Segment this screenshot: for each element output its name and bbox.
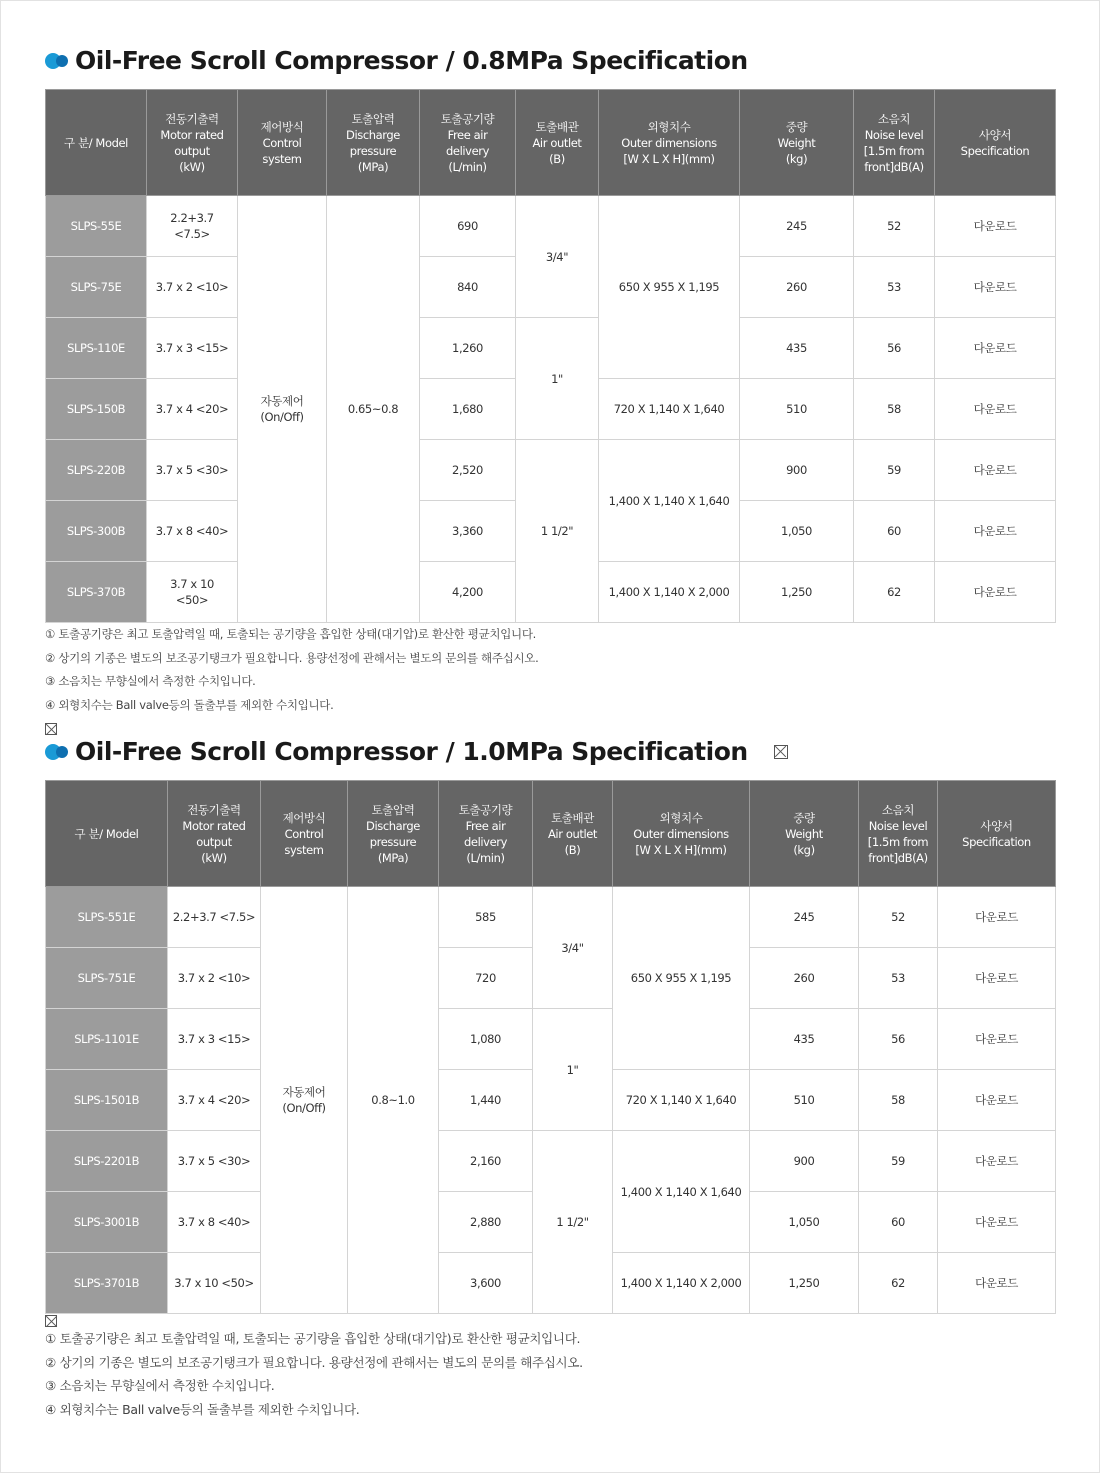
table-row: [46, 318, 1056, 379]
model-cell: SLPS-220B: [46, 440, 147, 501]
column-header: 외형치수 Outer dimensions [W X L X H](mm): [613, 781, 750, 887]
noise-cell: 56: [859, 1009, 938, 1070]
column-header: 구 분/ Model: [46, 781, 168, 887]
model-cell: SLPS-2201B: [46, 1131, 168, 1192]
dimension-cell: 1,400 X 1,140 X 1,640: [613, 1131, 750, 1253]
model-cell: SLPS-3701B: [46, 1253, 168, 1314]
output-cell: 3.7 x 5 <30>: [147, 440, 238, 501]
column-header: 중량 Weight (kg): [750, 781, 859, 887]
bullet-dot-icon: [45, 742, 69, 762]
weight-cell: 900: [740, 440, 854, 501]
weight-cell: 1,250: [750, 1253, 859, 1314]
dimension-cell: 1,400 X 1,140 X 2,000: [613, 1253, 750, 1314]
output-cell: 2.2+3.7 <7.5>: [147, 196, 238, 257]
download-link[interactable]: 다운로드: [938, 948, 1056, 1009]
weight-cell: 1,050: [740, 501, 854, 562]
control-cell: 자동제어 (On/Off): [238, 196, 327, 623]
weight-cell: 435: [750, 1009, 859, 1070]
column-header: 토출공기량 Free air delivery (L/min): [420, 90, 516, 196]
download-link[interactable]: 다운로드: [938, 1070, 1056, 1131]
column-header: 구 분/ Model: [46, 90, 147, 196]
weight-cell: 245: [740, 196, 854, 257]
weight-cell: 510: [740, 379, 854, 440]
output-cell: 3.7 x 3 <15>: [147, 318, 238, 379]
weight-cell: 900: [750, 1131, 859, 1192]
model-cell: SLPS-55E: [46, 196, 147, 257]
delivery-cell: 3,360: [420, 501, 516, 562]
spec-table-08mpa: [45, 89, 1056, 623]
dimension-cell: 650 X 955 X 1,195: [599, 196, 740, 379]
table-row: [46, 1009, 1056, 1070]
output-cell: 3.7 x 8 <40>: [147, 501, 238, 562]
download-link[interactable]: 다운로드: [938, 1131, 1056, 1192]
dimension-cell: 720 X 1,140 X 1,640: [613, 1070, 750, 1131]
pressure-cell: 0.8~1.0: [348, 887, 439, 1314]
weight-cell: 245: [750, 887, 859, 948]
bullet-dot-icon: [45, 51, 69, 71]
notes-08mpa: [45, 623, 538, 717]
download-link[interactable]: 다운로드: [938, 1253, 1056, 1314]
column-header: 소음치 Noise level [1.5m from front]dB(A): [854, 90, 935, 196]
model-cell: SLPS-370B: [46, 562, 147, 623]
noise-cell: 53: [859, 948, 938, 1009]
download-link[interactable]: 다운로드: [935, 440, 1056, 501]
outlet-cell: 1": [516, 318, 599, 440]
delivery-cell: 720: [439, 948, 533, 1009]
column-header: 전동기출력 Motor rated output (kW): [168, 781, 261, 887]
download-link[interactable]: 다운로드: [935, 257, 1056, 318]
weight-cell: 435: [740, 318, 854, 379]
output-cell: 2.2+3.7 <7.5>: [168, 887, 261, 948]
outlet-cell: 1": [533, 1009, 613, 1131]
note-line: ③ 소음치는 무향실에서 측정한 수치입니다.: [45, 1378, 275, 1393]
model-cell: SLPS-751E: [46, 948, 168, 1009]
noise-cell: 59: [859, 1131, 938, 1192]
pressure-cell: 0.65~0.8: [327, 196, 420, 623]
download-link[interactable]: 다운로드: [935, 196, 1056, 257]
delivery-cell: 2,160: [439, 1131, 533, 1192]
note-line: ① 토출공기량은 최고 토출압력일 때, 토출되는 공기량을 흡입한 상태(대기압)로 환산한 평균치입니다.: [45, 1331, 581, 1346]
delivery-cell: 2,520: [420, 440, 516, 501]
section-title-text: Oil-Free Scroll Compressor / 1.0MPa Specification: [75, 737, 748, 766]
delivery-cell: 1,260: [420, 318, 516, 379]
column-header: 토출압력 Discharge pressure (MPa): [348, 781, 439, 887]
delivery-cell: 1,680: [420, 379, 516, 440]
noise-cell: 62: [854, 562, 935, 623]
table-row: [46, 1131, 1056, 1192]
output-cell: 3.7 x 10 <50>: [168, 1253, 261, 1314]
output-cell: 3.7 x 8 <40>: [168, 1192, 261, 1253]
column-header: 외형치수 Outer dimensions [W X L X H](mm): [599, 90, 740, 196]
noise-cell: 60: [859, 1192, 938, 1253]
column-header: 토출배관 Air outlet (B): [533, 781, 613, 887]
output-cell: 3.7 x 3 <15>: [168, 1009, 261, 1070]
broken-image-icon: [45, 1315, 57, 1327]
delivery-cell: 1,080: [439, 1009, 533, 1070]
output-cell: 3.7 x 5 <30>: [168, 1131, 261, 1192]
table-row: [46, 440, 1056, 501]
broken-image-icon: [45, 723, 57, 735]
delivery-cell: 3,600: [439, 1253, 533, 1314]
column-header: 전동기출력 Motor rated output (kW): [147, 90, 238, 196]
table-row: [46, 196, 1056, 257]
broken-image-icon: [774, 745, 788, 759]
section-title-10mpa: [45, 737, 788, 766]
outlet-cell: 1 1/2": [516, 440, 599, 623]
spec-table-10mpa: [45, 780, 1056, 1314]
section-title-08mpa: [45, 46, 748, 75]
model-cell: SLPS-300B: [46, 501, 147, 562]
download-link[interactable]: 다운로드: [935, 318, 1056, 379]
download-link[interactable]: 다운로드: [938, 1192, 1056, 1253]
column-header: 사양서 Specification: [938, 781, 1056, 887]
note-line: ① 토출공기량은 최고 토출압력일 때, 토출되는 공기량을 흡입한 상태(대기압)로 환산한 평균치입니다.: [45, 627, 537, 641]
download-link[interactable]: 다운로드: [938, 1009, 1056, 1070]
table-row: [46, 887, 1056, 948]
dimension-cell: 1,400 X 1,140 X 1,640: [599, 440, 740, 562]
model-cell: SLPS-110E: [46, 318, 147, 379]
control-cell: 자동제어 (On/Off): [261, 887, 348, 1314]
note-line: ③ 소음치는 무향실에서 측정한 수치입니다.: [45, 674, 256, 688]
column-header: 제어방식 Control system: [261, 781, 348, 887]
note-line: ② 상기의 기종은 별도의 보조공기탱크가 필요합니다. 용량선정에 관해서는 별도의 문의를 해주십시오.: [45, 650, 539, 665]
delivery-cell: 840: [420, 257, 516, 318]
output-cell: 3.7 x 2 <10>: [147, 257, 238, 318]
noise-cell: 52: [859, 887, 938, 948]
delivery-cell: 2,880: [439, 1192, 533, 1253]
weight-cell: 1,250: [740, 562, 854, 623]
output-cell: 3.7 x 10 <50>: [147, 562, 238, 623]
notes-10mpa: [45, 1327, 583, 1421]
outlet-cell: 3/4": [516, 196, 599, 318]
weight-cell: 260: [750, 948, 859, 1009]
table-header-row: [46, 90, 1056, 196]
download-link[interactable]: 다운로드: [935, 562, 1056, 623]
model-cell: SLPS-1501B: [46, 1070, 168, 1131]
column-header: 토출배관 Air outlet (B): [516, 90, 599, 196]
outlet-cell: 3/4": [533, 887, 613, 1009]
download-link[interactable]: 다운로드: [938, 887, 1056, 948]
delivery-cell: 4,200: [420, 562, 516, 623]
noise-cell: 62: [859, 1253, 938, 1314]
delivery-cell: 690: [420, 196, 516, 257]
weight-cell: 1,050: [750, 1192, 859, 1253]
model-cell: SLPS-3001B: [46, 1192, 168, 1253]
outlet-cell: 1 1/2": [533, 1131, 613, 1314]
note-line: ④ 외형치수는 Ball valve등의 돌출부를 제외한 수치입니다.: [45, 1401, 360, 1417]
model-cell: SLPS-551E: [46, 887, 168, 948]
column-header: 제어방식 Control system: [238, 90, 327, 196]
delivery-cell: 585: [439, 887, 533, 948]
section-title-text: Oil-Free Scroll Compressor / 0.8MPa Specification: [75, 46, 748, 75]
note-line: ④ 외형치수는 Ball valve등의 돌출부를 제외한 수치입니다.: [45, 697, 334, 712]
table-header-row: [46, 781, 1056, 887]
dimension-cell: 720 X 1,140 X 1,640: [599, 379, 740, 440]
delivery-cell: 1,440: [439, 1070, 533, 1131]
column-header: 사양서 Specification: [935, 90, 1056, 196]
note-line: ② 상기의 기종은 별도의 보조공기탱크가 필요합니다. 용량선정에 관해서는 별도의 문의를 해주십시오.: [45, 1354, 583, 1370]
output-cell: 3.7 x 2 <10>: [168, 948, 261, 1009]
noise-cell: 53: [854, 257, 935, 318]
model-cell: SLPS-1101E: [46, 1009, 168, 1070]
output-cell: 3.7 x 4 <20>: [168, 1070, 261, 1131]
output-cell: 3.7 x 4 <20>: [147, 379, 238, 440]
dimension-cell: 650 X 955 X 1,195: [613, 887, 750, 1070]
column-header: 토출공기량 Free air delivery (L/min): [439, 781, 533, 887]
noise-cell: 59: [854, 440, 935, 501]
noise-cell: 56: [854, 318, 935, 379]
noise-cell: 58: [859, 1070, 938, 1131]
download-link[interactable]: 다운로드: [935, 501, 1056, 562]
model-cell: SLPS-150B: [46, 379, 147, 440]
noise-cell: 60: [854, 501, 935, 562]
noise-cell: 58: [854, 379, 935, 440]
dimension-cell: 1,400 X 1,140 X 2,000: [599, 562, 740, 623]
column-header: 토출압력 Discharge pressure (MPa): [327, 90, 420, 196]
weight-cell: 260: [740, 257, 854, 318]
column-header: 중량 Weight (kg): [740, 90, 854, 196]
weight-cell: 510: [750, 1070, 859, 1131]
noise-cell: 52: [854, 196, 935, 257]
column-header: 소음치 Noise level [1.5m from front]dB(A): [859, 781, 938, 887]
model-cell: SLPS-75E: [46, 257, 147, 318]
download-link[interactable]: 다운로드: [935, 379, 1056, 440]
